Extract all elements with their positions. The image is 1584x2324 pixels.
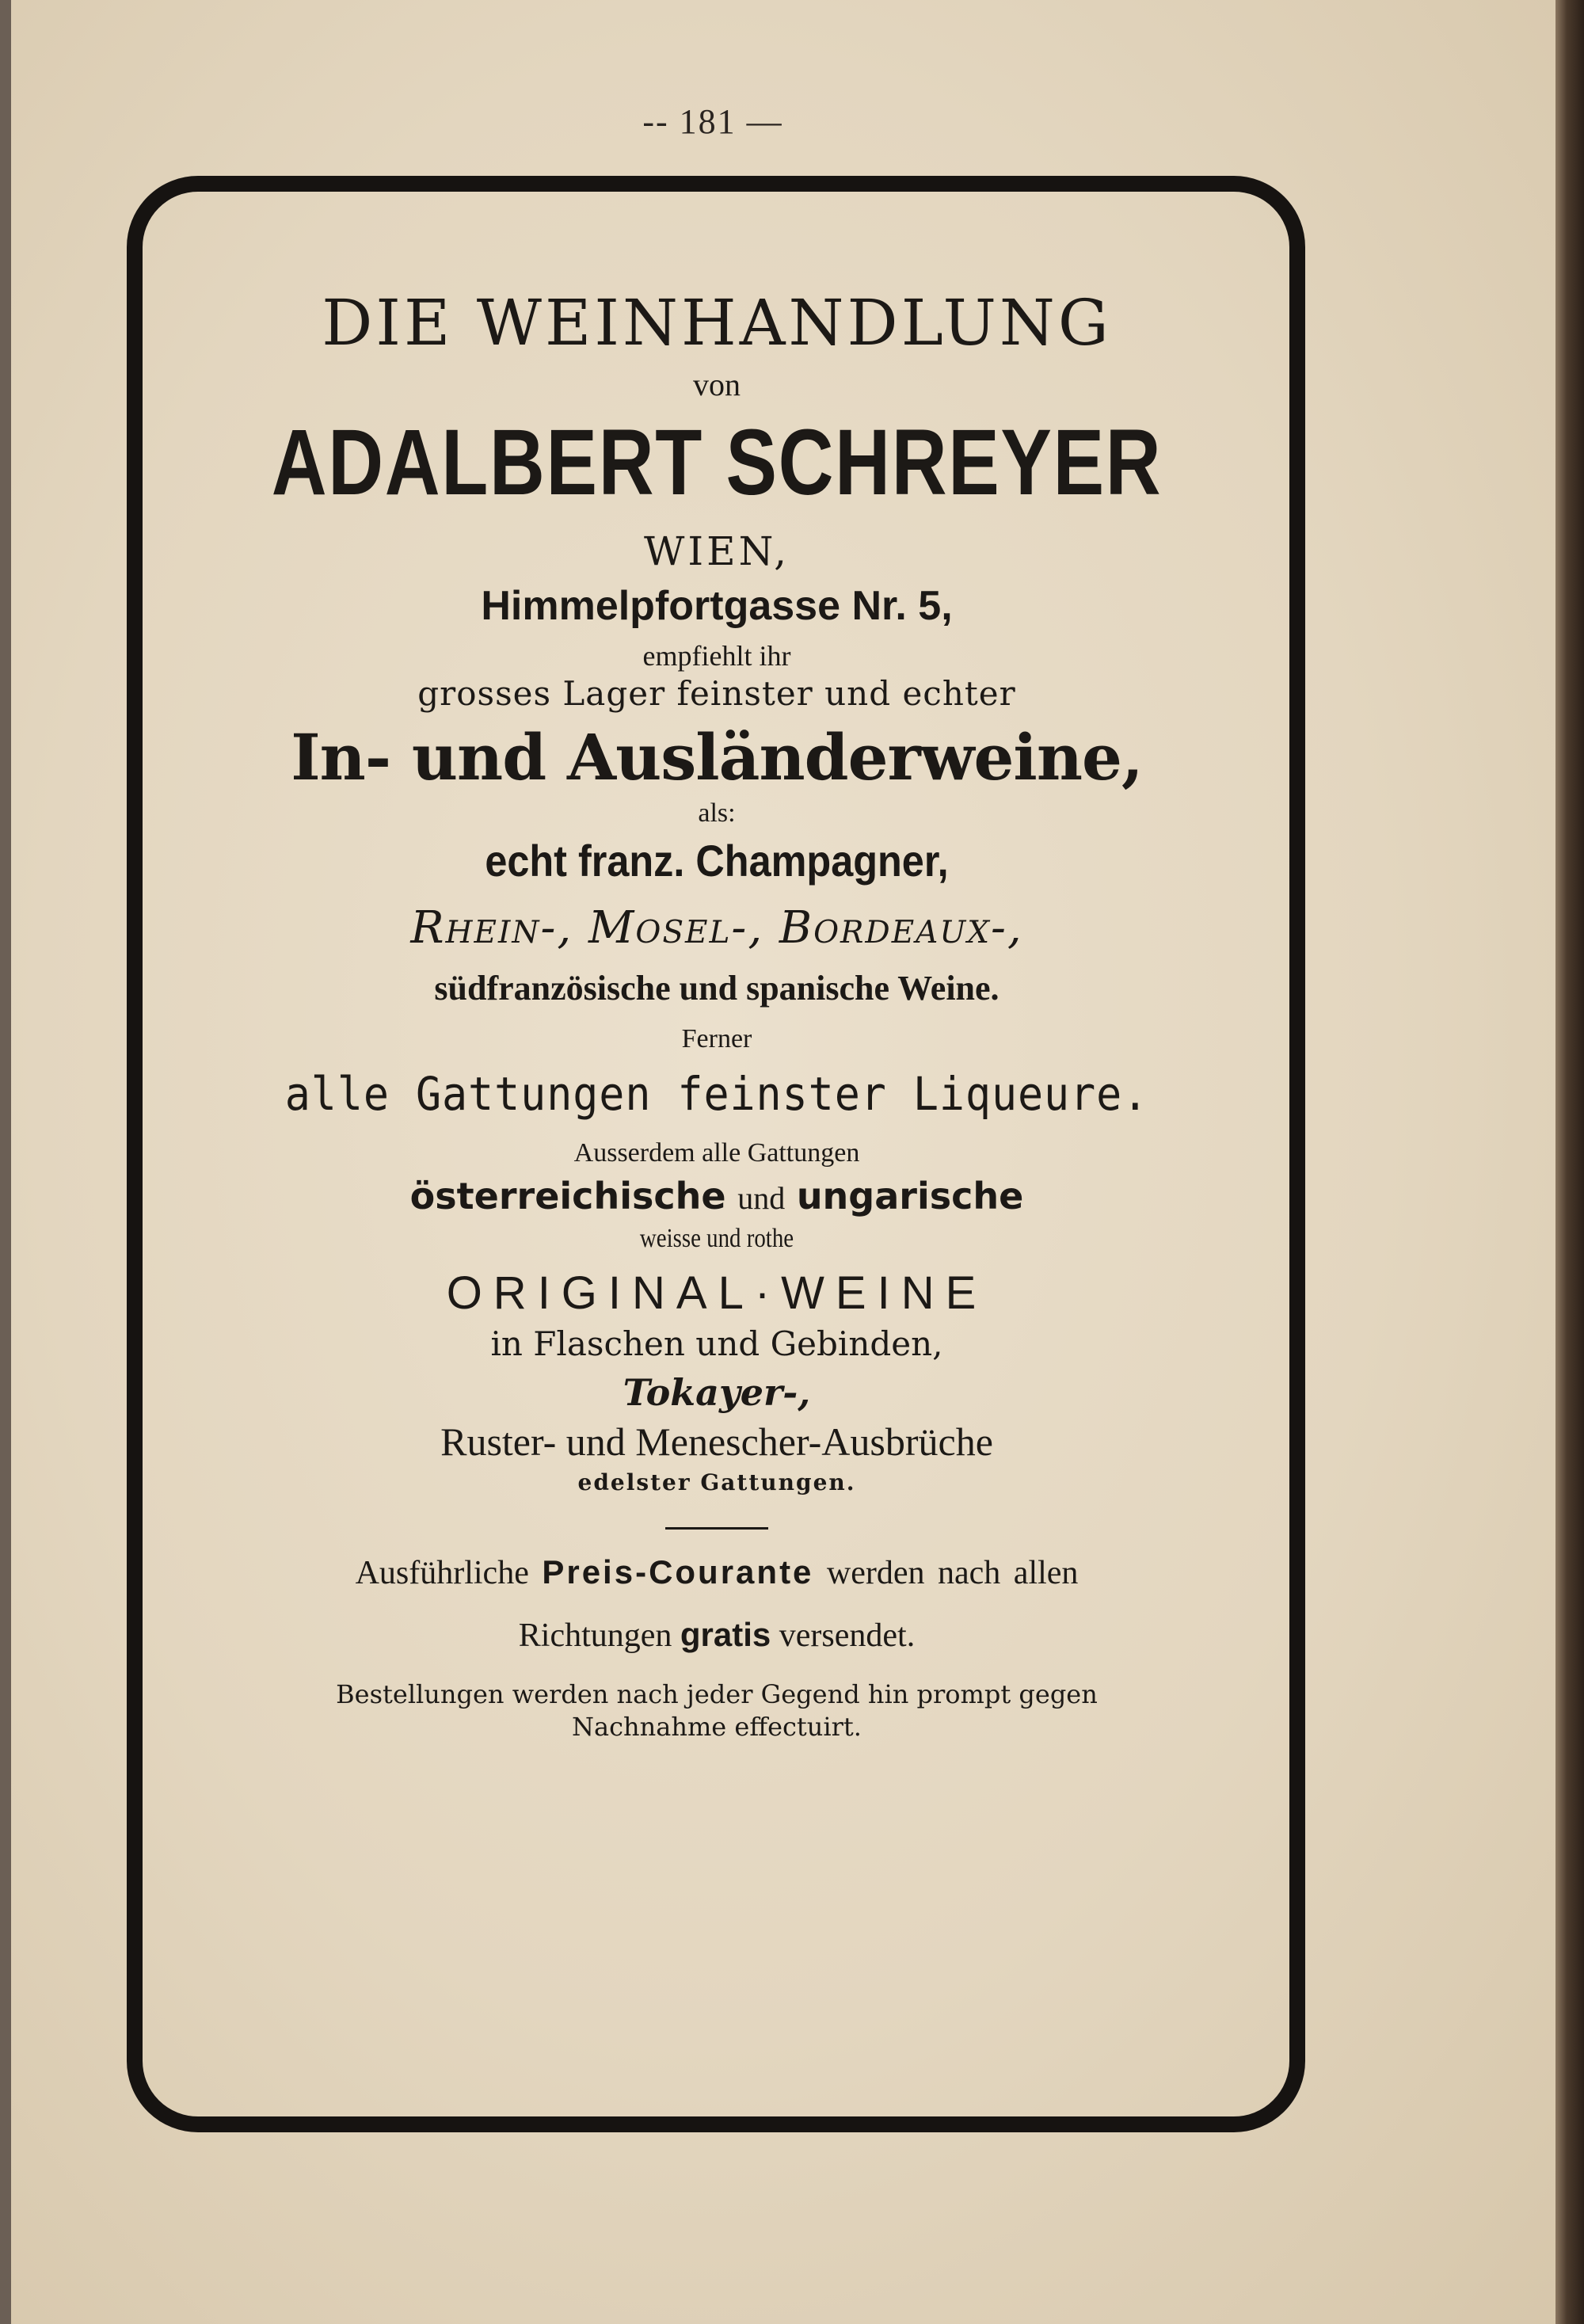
prices-bold: Preis-Courante xyxy=(542,1553,814,1591)
hungarian-label: ungarische xyxy=(796,1174,1024,1217)
orders-note xyxy=(150,1678,1283,1744)
wines-headline: In- und Ausländerweine, xyxy=(291,719,1143,794)
merchant-name: ADALBERT SCHREYER xyxy=(271,410,1163,515)
wine-regions-line: Rhein-, Mosel-, Bordeaux-, xyxy=(410,901,1023,954)
und-label: und xyxy=(737,1179,786,1216)
binding-gutter xyxy=(0,0,11,2324)
orders-line-2: Nachnahme effectuirt. xyxy=(572,1712,862,1743)
tokay-line: Tokayer-, xyxy=(623,1370,811,1414)
price-list-line xyxy=(150,1553,1283,1592)
champagne-line: echt franz. Champagner, xyxy=(485,835,949,886)
edelster-line: edelster Gattungen. xyxy=(577,1469,856,1495)
advertisement xyxy=(150,182,1283,1744)
austro-hungarian-line xyxy=(150,1175,1283,1217)
ad-von: von xyxy=(693,367,741,402)
original-wines-line: ORIGINAL·WEINE xyxy=(446,1267,988,1319)
prices2-bold: gratis xyxy=(680,1615,771,1653)
ferner-line: Ferner xyxy=(681,1023,752,1053)
ruster-line: Ruster- und Menescher-Ausbrüche xyxy=(440,1419,993,1464)
austrian-label: österreichische xyxy=(409,1174,726,1217)
ausserdem-line: Ausserdem alle Gattungen xyxy=(573,1137,860,1168)
bottles-line: in Flaschen und Gebinden, xyxy=(490,1324,943,1363)
white-red-line: weisse und rothe xyxy=(639,1223,794,1253)
page-number: -- 181 — xyxy=(642,102,783,141)
divider-rule xyxy=(665,1527,768,1530)
city: WIEN, xyxy=(643,528,790,574)
southern-wines-line: südfranzösische und spanische Weine. xyxy=(434,968,1000,1008)
page-edge xyxy=(1555,0,1584,2324)
prices-pre: Ausführliche xyxy=(355,1554,529,1591)
gratis-line xyxy=(150,1616,1283,1655)
ad-title: DIE WEINHANDLUNG xyxy=(322,286,1112,360)
stock-line: grosses Lager feinster und echter xyxy=(417,673,1016,713)
liqueur-line: alle Gattungen feinster Liqueure. xyxy=(284,1066,1149,1121)
orders-line-1: Bestellungen werden nach jeder Gegend hin prompt gegen xyxy=(336,1678,1098,1709)
prices2-post: versendet. xyxy=(779,1617,916,1654)
prices-post: werden nach allen xyxy=(826,1554,1079,1591)
recommends-line: empfiehlt ihr xyxy=(642,639,791,672)
prices2-pre: Richtungen xyxy=(518,1617,672,1654)
als-line: als: xyxy=(698,798,736,828)
street-address: Himmelpfortgasse Nr. 5, xyxy=(481,582,953,629)
